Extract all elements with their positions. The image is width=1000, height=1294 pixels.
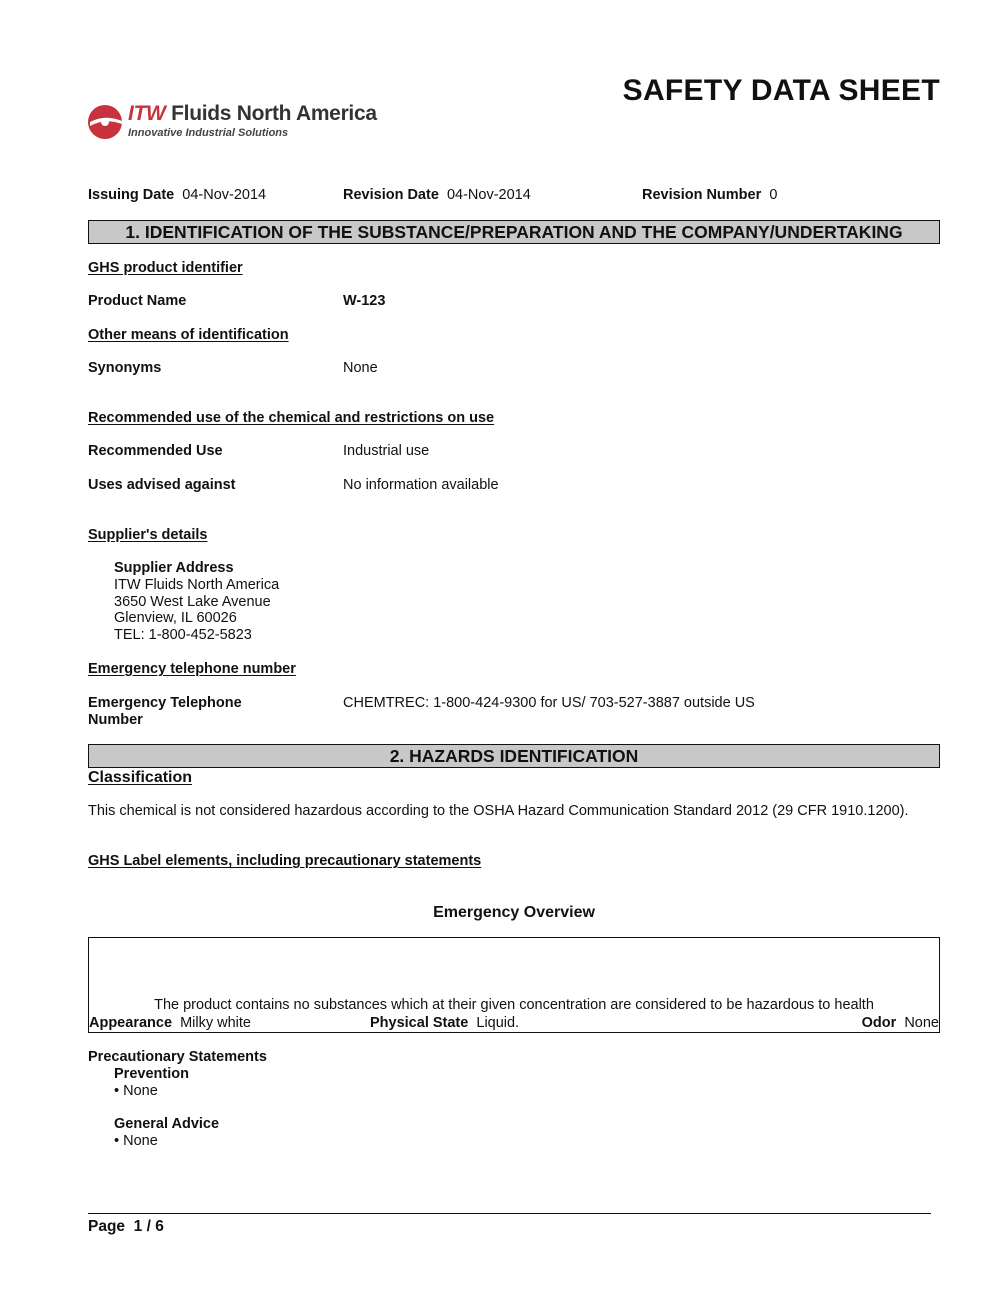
general-advice-label: General Advice bbox=[114, 1116, 220, 1132]
prevention-block bbox=[114, 1066, 189, 1100]
footer-divider bbox=[88, 1213, 931, 1214]
overview-text: The product contains no substances which at their given concentration are considered to be hazardous to health bbox=[154, 997, 874, 1013]
logo-tagline: Innovative Industrial Solutions bbox=[128, 127, 289, 139]
prevention-label: Prevention bbox=[114, 1066, 189, 1082]
product-name-label: Product Name bbox=[88, 293, 187, 309]
suppliers-details-heading: Supplier's details bbox=[88, 527, 208, 543]
supplier-line: Glenview, IL 60026 bbox=[114, 610, 237, 627]
classification-text: This chemical is not considered hazardous according to the OSHA Hazard Communication Standard 2012 (29 CFR 1910.1200). bbox=[88, 803, 909, 819]
page-number: Page 1 / 6 bbox=[88, 1218, 164, 1235]
recommended-use-heading: Recommended use of the chemical and restrictions on use bbox=[88, 410, 495, 426]
supplier-address-block bbox=[114, 560, 279, 644]
ghs-identifier-heading: GHS product identifier bbox=[88, 260, 243, 276]
recommended-use-value: Industrial use bbox=[343, 443, 430, 459]
supplier-line: 3650 West Lake Avenue bbox=[114, 593, 271, 610]
emergency-overview-box bbox=[88, 937, 940, 1033]
physical-state: Physical State Liquid. bbox=[370, 1015, 520, 1031]
emergency-phone-label: Emergency Telephone Number bbox=[88, 695, 242, 728]
company-logo-text bbox=[128, 102, 377, 139]
precautionary-statements-heading: Precautionary Statements bbox=[88, 1049, 267, 1065]
general-advice-item: • None bbox=[114, 1132, 158, 1149]
appearance: Appearance Milky white bbox=[89, 1015, 251, 1031]
label-elements-heading: GHS Label elements, including precautionary statements bbox=[88, 853, 482, 869]
uses-advised-against-value: No information available bbox=[343, 477, 499, 493]
section-2-heading: 2. HAZARDS IDENTIFICATION bbox=[88, 744, 940, 768]
recommended-use-label: Recommended Use bbox=[88, 443, 223, 459]
synonyms-label: Synonyms bbox=[88, 360, 162, 376]
supplier-address-label: Supplier Address bbox=[114, 560, 234, 576]
emergency-phone-value: CHEMTREC: 1-800-424-9300 for US/ 703-527-3887 outside US bbox=[343, 695, 755, 711]
supplier-line: TEL: 1-800-452-5823 bbox=[114, 627, 252, 644]
section-1-heading: 1. IDENTIFICATION OF THE SUBSTANCE/PREPARATION AND THE COMPANY/UNDERTAKING bbox=[88, 220, 940, 244]
product-name-value: W-123 bbox=[343, 293, 386, 309]
revision-date: Revision Date 04-Nov-2014 bbox=[343, 187, 531, 203]
prevention-item: • None bbox=[114, 1082, 158, 1099]
supplier-line: ITW Fluids North America bbox=[114, 576, 280, 593]
logo-name: ITW Fluids North America bbox=[128, 102, 377, 125]
odor: Odor None bbox=[861, 1015, 939, 1031]
issuing-date: Issuing Date 04-Nov-2014 bbox=[88, 187, 267, 203]
uses-advised-against-label: Uses advised against bbox=[88, 477, 236, 493]
classification-heading: Classification bbox=[88, 769, 193, 786]
revision-number: Revision Number 0 bbox=[642, 187, 778, 203]
emergency-overview-title: Emergency Overview bbox=[433, 904, 595, 921]
document-title: SAFETY DATA SHEET bbox=[622, 74, 940, 107]
general-advice-block bbox=[114, 1116, 219, 1150]
other-means-heading: Other means of identification bbox=[88, 327, 289, 343]
emergency-phone-heading: Emergency telephone number bbox=[88, 661, 296, 677]
synonyms-value: None bbox=[343, 360, 378, 376]
